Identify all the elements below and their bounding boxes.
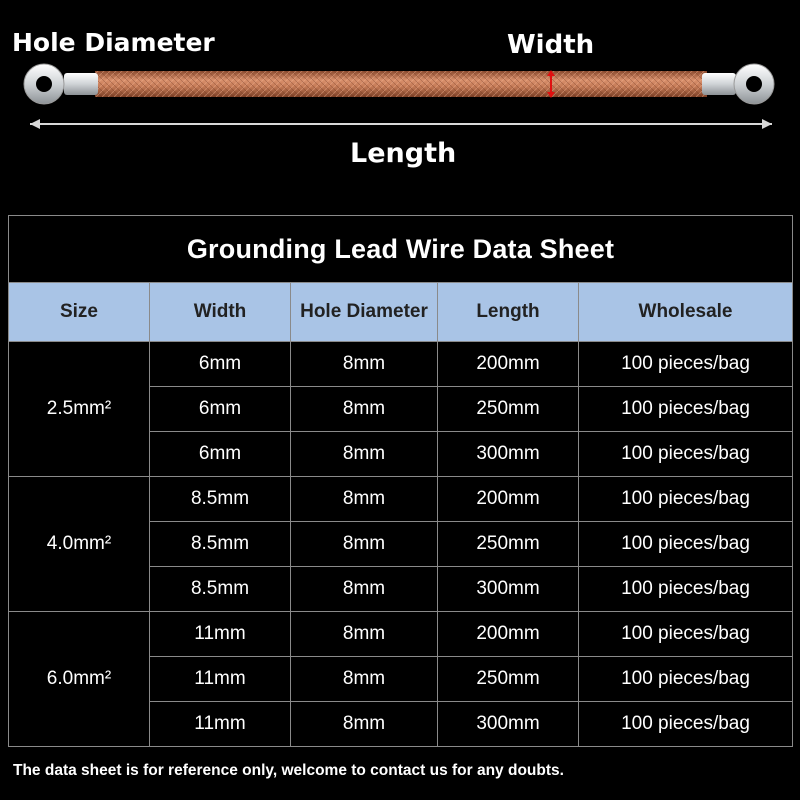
wholesale-cell: 100 pieces/bag xyxy=(579,432,793,477)
table-row xyxy=(9,342,793,387)
wholesale-cell: 100 pieces/bag xyxy=(579,612,793,657)
size-cell: 6.0mm² xyxy=(9,612,150,747)
width-cell: 8.5mm xyxy=(150,477,291,522)
footnote: The data sheet is for reference only, welcome to contact us for any doubts. xyxy=(13,762,564,779)
grounding-wire-illustration xyxy=(0,55,800,115)
length-cell: 200mm xyxy=(438,612,579,657)
copper-braid xyxy=(95,71,707,97)
length-arrow-icon xyxy=(0,112,800,136)
hole-diameter-cell: 8mm xyxy=(291,657,438,702)
right-ring-terminal xyxy=(702,64,774,104)
column-header-size: Size xyxy=(9,283,150,342)
table-header-row xyxy=(9,283,793,342)
width-cell: 8.5mm xyxy=(150,522,291,567)
hole-diameter-label: Hole Diameter xyxy=(12,28,215,57)
size-cell: 4.0mm² xyxy=(9,477,150,612)
width-cell: 11mm xyxy=(150,702,291,747)
hole-diameter-cell: 8mm xyxy=(291,387,438,432)
wholesale-cell: 100 pieces/bag xyxy=(579,657,793,702)
hole-diameter-cell: 8mm xyxy=(291,567,438,612)
table-title: Grounding Lead Wire Data Sheet xyxy=(9,216,793,283)
width-cell: 6mm xyxy=(150,342,291,387)
length-cell: 250mm xyxy=(438,657,579,702)
length-cell: 300mm xyxy=(438,567,579,612)
width-cell: 6mm xyxy=(150,432,291,477)
hole-diameter-cell: 8mm xyxy=(291,522,438,567)
column-header-hole-diameter: Hole Diameter xyxy=(291,283,438,342)
column-header-wholesale: Wholesale xyxy=(579,283,793,342)
length-cell: 250mm xyxy=(438,522,579,567)
length-cell: 300mm xyxy=(438,702,579,747)
length-cell: 200mm xyxy=(438,477,579,522)
length-label: Length xyxy=(350,138,457,169)
hole-diameter-cell: 8mm xyxy=(291,612,438,657)
hole-diameter-cell: 8mm xyxy=(291,477,438,522)
wholesale-cell: 100 pieces/bag xyxy=(579,342,793,387)
wholesale-cell: 100 pieces/bag xyxy=(579,702,793,747)
hole-diameter-cell: 8mm xyxy=(291,342,438,387)
wholesale-cell: 100 pieces/bag xyxy=(579,387,793,432)
hole-diameter-cell: 8mm xyxy=(291,702,438,747)
width-cell: 6mm xyxy=(150,387,291,432)
length-cell: 200mm xyxy=(438,342,579,387)
column-header-length: Length xyxy=(438,283,579,342)
hole-icon xyxy=(36,76,52,92)
column-header-width: Width xyxy=(150,283,291,342)
size-cell: 2.5mm² xyxy=(9,342,150,477)
width-label: Width xyxy=(507,30,595,60)
left-ring-terminal xyxy=(24,64,98,104)
width-cell: 8.5mm xyxy=(150,567,291,612)
wholesale-cell: 100 pieces/bag xyxy=(579,567,793,612)
wholesale-cell: 100 pieces/bag xyxy=(579,522,793,567)
wholesale-cell: 100 pieces/bag xyxy=(579,477,793,522)
hole-diameter-cell: 8mm xyxy=(291,432,438,477)
table-row xyxy=(9,477,793,522)
length-cell: 300mm xyxy=(438,432,579,477)
table-row xyxy=(9,612,793,657)
width-cell: 11mm xyxy=(150,612,291,657)
data-sheet-table xyxy=(8,215,793,747)
length-cell: 250mm xyxy=(438,387,579,432)
width-cell: 11mm xyxy=(150,657,291,702)
